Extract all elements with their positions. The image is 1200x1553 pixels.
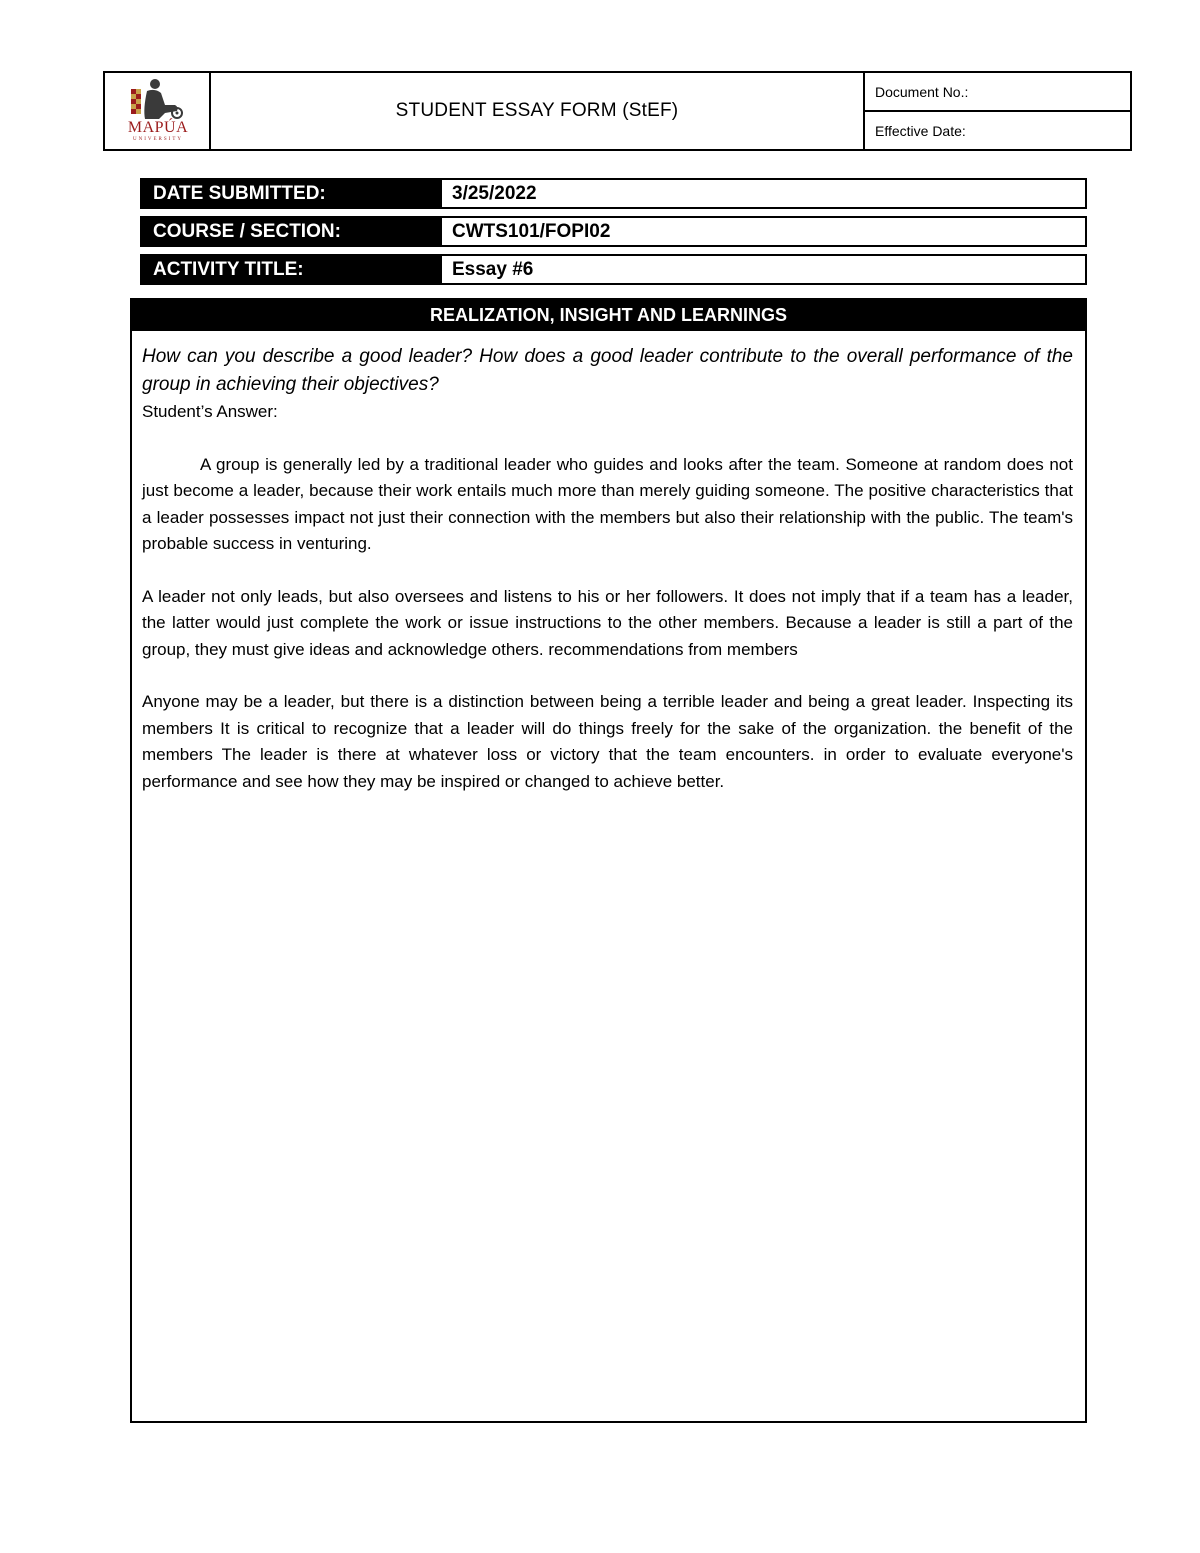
date-submitted-row — [140, 178, 1087, 209]
essay-question: How can you describe a good leader? How does a good leader contribute to the overall performance of the group in achieving their objectives? — [142, 346, 1073, 395]
date-submitted-label: DATE SUBMITTED: — [140, 178, 440, 209]
course-section-value[interactable]: CWTS101/FOPI02 — [440, 216, 1087, 247]
logo-subtext: UNIVERSITY — [133, 137, 183, 142]
document-meta — [865, 73, 1130, 149]
logo-wordmark — [110, 120, 206, 142]
answer-paragraph-2: A leader not only leads, but also oversees and listens to his or her followers. It does not imply that if a team has a leader, the latter would just complete the work or issue instructions to the other members. Because a leader is still a part of the group, they must give ideas and acknowledge others. recommendations from members — [142, 586, 1073, 659]
date-submitted-value[interactable]: 3/25/2022 — [440, 178, 1087, 209]
form-title: STUDENT ESSAY FORM (StEF) — [211, 73, 865, 149]
logo-text: MAPÚA — [127, 119, 189, 136]
essay-section-title: REALIZATION, INSIGHT AND LEARNINGS — [132, 300, 1085, 331]
essay-section — [130, 298, 1087, 1423]
activity-title-value[interactable]: Essay #6 — [440, 254, 1087, 285]
answer-paragraph-1: A group is generally led by a traditional leader who guides and looks after the team. Someone at random does not just become a leader, because their work entails much more than merely guiding someone. The positive characteristics that a leader possesses impact not just their connection with the members but also their relationship with the public. The team's probable success in venturing. — [142, 454, 1073, 553]
activity-title-label: ACTIVITY TITLE: — [140, 254, 440, 285]
form-header — [103, 71, 1132, 151]
document-no-label: Document No.: — [875, 83, 969, 100]
effective-date-label: Effective Date: — [865, 110, 1130, 149]
activity-title-row — [140, 254, 1087, 285]
answer-label: Student’s Answer: — [142, 402, 278, 421]
course-section-row — [140, 216, 1087, 247]
answer-paragraph-3: Anyone may be a leader, but there is a distinction between being a terrible leader and being a great leader. Inspecting its members It is critical to recognize that a leader will do things freely for the sake of the organization. the benefit of the members The leader is there at whatever loss or victory that the team encounters. in order to evaluate everyone's performance and see how they may be inspired or changed to achieve better. — [142, 692, 1073, 791]
course-section-label: COURSE / SECTION: — [140, 216, 440, 247]
essay-body[interactable] — [132, 331, 1085, 795]
